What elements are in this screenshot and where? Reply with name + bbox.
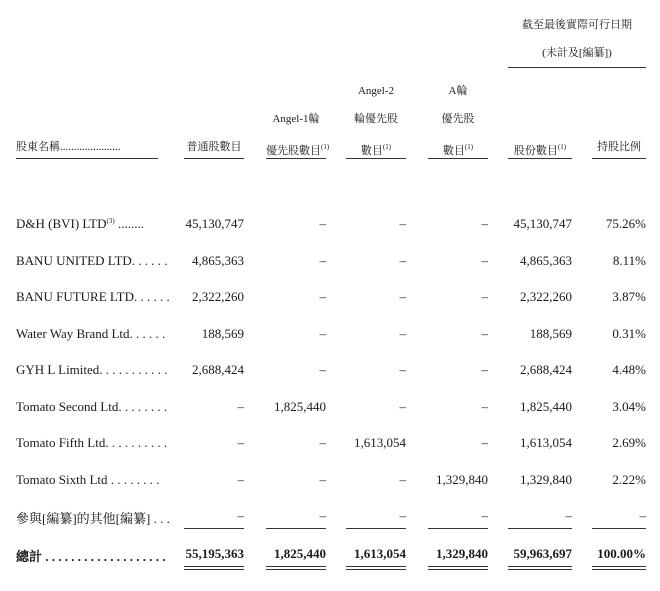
- cell-shares: 2,322,260: [520, 289, 572, 304]
- total-double-rule-angel1: [266, 566, 326, 570]
- shareholder-name: 參與[編纂]的其他[編纂] . . .: [16, 511, 170, 526]
- cell-angel1: –: [319, 326, 326, 341]
- cell-ordinary: 2,688,424: [192, 362, 244, 377]
- cell-a: 1,329,840: [436, 472, 488, 487]
- cell-angel1: –: [319, 472, 326, 487]
- group-header-line1: 截至最後實際可行日期: [522, 19, 632, 31]
- cell-ordinary: –: [237, 472, 244, 487]
- cell-ordinary: 45,130,747: [185, 216, 244, 231]
- cell-a: –: [481, 508, 488, 523]
- cell-ordinary: –: [237, 435, 244, 450]
- col-header-a-line3: 數目$^{(1)}$: [442, 143, 474, 157]
- cell-a: –: [481, 289, 488, 304]
- total-angel1: 1,825,440: [274, 546, 326, 561]
- total-double-rule-a: [428, 566, 488, 570]
- cell-angel2: –: [399, 508, 406, 523]
- cell-shares: 1,613,054: [520, 435, 572, 450]
- cell-angel2: 1,613,054: [354, 435, 406, 450]
- group-header-rule: [508, 67, 646, 68]
- total-ordinary: 55,195,363: [185, 546, 244, 561]
- cell-pct: 2.22%: [612, 472, 646, 487]
- cell-ordinary: 188,569: [201, 326, 244, 341]
- subtotal-rule-shares: [508, 528, 572, 529]
- cell-shares: –: [565, 508, 572, 523]
- cell-pct: 75.26%: [605, 216, 646, 231]
- shareholder-name: GYH L Limited. . . . . . . . . . .: [16, 362, 168, 377]
- col-rule-a: [428, 158, 488, 159]
- cell-angel1: –: [319, 362, 326, 377]
- col-rule-shares: [508, 158, 572, 159]
- col-header-angel1-line1: Angel-1輪: [272, 113, 320, 125]
- cell-pct: 2.69%: [612, 435, 646, 450]
- cell-pct: 4.48%: [612, 362, 646, 377]
- cell-pct: 0.31%: [612, 326, 646, 341]
- shareholder-name: BANU UNITED LTD. . . . . .: [16, 253, 168, 268]
- shareholder-name: Tomato Second Ltd. . . . . . . .: [16, 399, 168, 414]
- shareholder-name: D&H (BVI) LTD$^{(3)}$ ........: [16, 216, 144, 231]
- cell-shares: 4,865,363: [520, 253, 572, 268]
- subtotal-rule-ordinary: [184, 528, 244, 529]
- col-header-angel1-line2: 優先股數目$^{(1)}$: [266, 143, 330, 157]
- subtotal-rule-a: [428, 528, 488, 529]
- cell-a: –: [481, 435, 488, 450]
- shareholder-name: Water Way Brand Ltd. . . . . .: [16, 326, 166, 341]
- cell-angel2: –: [399, 362, 406, 377]
- cell-angel1: –: [319, 508, 326, 523]
- col-header-pct: 持股比例: [597, 141, 641, 153]
- col-rule-ordinary: [184, 158, 244, 159]
- cell-shares: 1,329,840: [520, 472, 572, 487]
- cell-angel2: –: [399, 472, 406, 487]
- col-rule-name: [16, 158, 158, 159]
- cell-shares: 45,130,747: [513, 216, 572, 231]
- cell-angel2: –: [399, 216, 406, 231]
- col-header-a-line2: 優先股: [441, 113, 475, 125]
- cell-angel2: –: [399, 289, 406, 304]
- cell-angel2: –: [399, 399, 406, 414]
- col-rule-angel2: [346, 158, 406, 159]
- cell-angel2: –: [399, 326, 406, 341]
- col-header-ordinary: 普通股數目: [186, 141, 242, 153]
- total-a: 1,329,840: [436, 546, 488, 561]
- cell-shares: 188,569: [529, 326, 572, 341]
- total-double-rule-ordinary: [184, 566, 244, 570]
- total-double-rule-angel2: [346, 566, 406, 570]
- total-shares: 59,963,697: [513, 546, 572, 561]
- cell-a: –: [481, 216, 488, 231]
- cell-shares: 1,825,440: [520, 399, 572, 414]
- col-rule-pct: [592, 158, 646, 159]
- cell-pct: 8.11%: [612, 253, 646, 268]
- subtotal-rule-angel2: [346, 528, 406, 529]
- col-header-name: 股東名稱......................: [16, 141, 121, 153]
- col-header-angel2-line2: 輪優先股: [354, 113, 398, 125]
- subtotal-rule-angel1: [266, 528, 326, 529]
- cell-angel1: –: [319, 435, 326, 450]
- cell-pct: –: [639, 508, 646, 523]
- shareholder-name: BANU FUTURE LTD. . . . . .: [16, 289, 170, 304]
- total-angel2: 1,613,054: [354, 546, 406, 561]
- col-header-angel2-line3: 數目$^{(1)}$: [360, 143, 392, 157]
- cell-pct: 3.04%: [612, 399, 646, 414]
- cell-ordinary: 4,865,363: [192, 253, 244, 268]
- cell-ordinary: –: [237, 508, 244, 523]
- subtotal-rule-pct: [592, 528, 646, 529]
- cell-angel1: –: [319, 216, 326, 231]
- cell-angel2: –: [399, 253, 406, 268]
- cell-angel1: 1,825,440: [274, 399, 326, 414]
- cell-ordinary: 2,322,260: [192, 289, 244, 304]
- cell-angel1: –: [319, 253, 326, 268]
- shareholder-name: Tomato Fifth Ltd. . . . . . . . . .: [16, 435, 168, 450]
- cell-angel1: –: [319, 289, 326, 304]
- col-header-shares: 股份數目$^{(1)}$: [513, 143, 567, 157]
- cell-a: –: [481, 326, 488, 341]
- total-label: 總計 . . . . . . . . . . . . . . . . . . .: [16, 549, 166, 564]
- col-header-a-line1: A輪: [448, 85, 468, 97]
- shareholder-name: Tomato Sixth Ltd . . . . . . . .: [16, 472, 160, 487]
- col-rule-angel1: [266, 158, 326, 159]
- cell-pct: 3.87%: [612, 289, 646, 304]
- cell-ordinary: –: [237, 399, 244, 414]
- cell-a: –: [481, 362, 488, 377]
- col-header-angel2-line1: Angel-2: [357, 85, 395, 97]
- cell-a: –: [481, 399, 488, 414]
- total-pct: 100.00%: [597, 546, 646, 561]
- cell-a: –: [481, 253, 488, 268]
- total-double-rule-shares: [508, 566, 572, 570]
- cell-shares: 2,688,424: [520, 362, 572, 377]
- group-header-line2: (未計及[編纂]): [542, 47, 612, 59]
- total-double-rule-pct: [592, 566, 646, 570]
